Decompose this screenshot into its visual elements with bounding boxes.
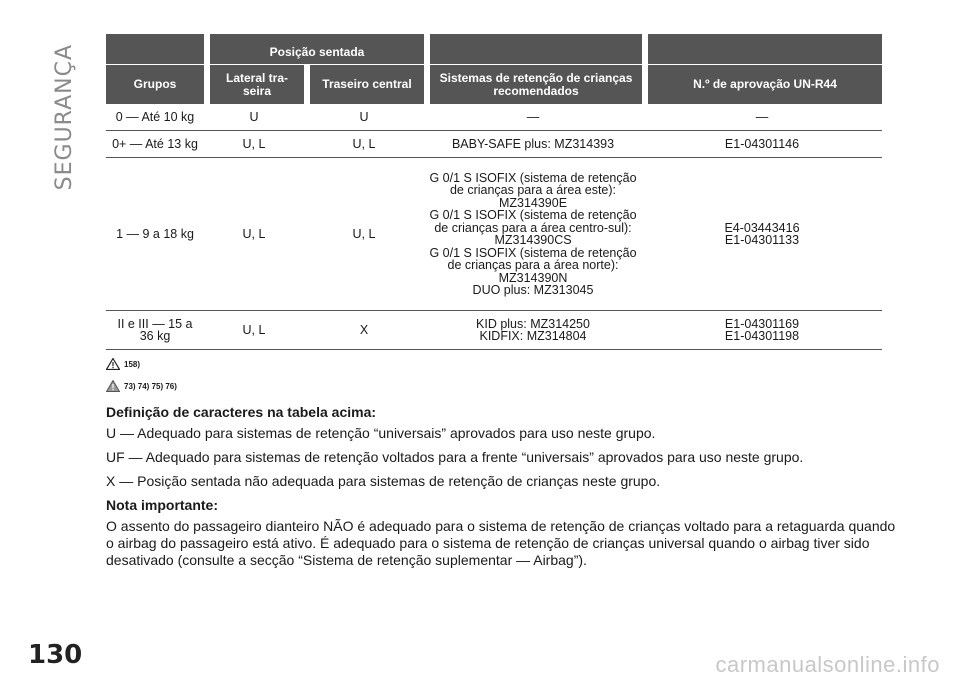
definitions-title: Definição de caracteres na tabela acima: [106, 404, 377, 420]
explanations [106, 404, 906, 576]
systems-cell-line: KID plus: MZ314250 [476, 316, 590, 331]
approval-cell-line: E1-04301133 [724, 233, 800, 247]
group-cell-line: 0 — Até 10 kg [115, 109, 195, 124]
definition-item: UF — Adequado para sistemas de retenção voltados para a frente “universais” aprovados para uso neste grupo. [106, 449, 804, 465]
approval-cell-line: E1-04301198 [724, 329, 800, 343]
important-text: O assento do passageiro dianteiro NÃO é adequado para o sistema de retenção de crianças voltado para a retaguarda quando o airbag do passageiro está ativo. É adequado para o sistema de retenção de crianças universal quando o airbag tiver sido desativado (consulte a secção “Sistema de retenção suplementar — Airbag”). [106, 518, 896, 568]
header-groups: Grupos [106, 64, 204, 104]
approval-cell [642, 311, 882, 349]
header-side-rear: Lateral tra- seira [204, 64, 304, 104]
warning-note [106, 356, 177, 372]
child-seat-table [106, 34, 882, 350]
caution-triangle-icon [106, 380, 120, 392]
group-cell [106, 104, 204, 130]
systems-cell-line: MZ314390N [498, 270, 568, 285]
systems-cell-line: DUO plus: MZ313045 [472, 283, 594, 297]
definition-item: X — Posição sentada não adequada para sistemas de retenção de crianças neste grupo. [106, 473, 661, 489]
definition-item: U — Adequado para sistemas de retenção “universais” aprovados para uso neste grupo. [106, 425, 656, 441]
group-cell-line: 36 kg [139, 329, 171, 343]
systems-cell-line: BABY-SAFE plus: MZ314393 [451, 136, 615, 151]
table-header-row [106, 64, 882, 104]
rear-center-cell: X [359, 322, 369, 337]
approval-cell-line: E1-04301146 [724, 136, 800, 151]
systems-cell-line: G 0/1 S ISOFIX (sistema de retenção [429, 170, 637, 185]
group-cell [106, 158, 204, 310]
group-cell-line: 1 — 9 a 18 kg [116, 226, 194, 241]
approval-cell-line: E4-03443416 [724, 220, 800, 235]
section-side-label: SEGURANÇA [52, 44, 77, 191]
table-row [106, 104, 882, 131]
warning-triangle-icon [106, 358, 120, 370]
rear-center-cell: U, L [352, 226, 376, 241]
header-spacer [642, 34, 882, 64]
header-rear-center: Traseiro central [304, 64, 424, 104]
caution-note [106, 378, 177, 394]
systems-cell-line: de crianças para a área centro-sul): [434, 220, 632, 235]
table-row [106, 131, 882, 158]
approval-cell-line: — [755, 109, 769, 124]
caution-ref: 73) 74) 75) 76) [124, 381, 177, 391]
side-rear-cell: U, L [242, 322, 266, 337]
approval-cell [642, 131, 882, 157]
systems-cell [424, 158, 642, 310]
table-row [106, 311, 882, 350]
warning-notes [106, 356, 177, 400]
header-recommended-systems: Sistemas de retenção de crianças recomendados [424, 64, 642, 104]
table-row [106, 158, 882, 311]
side-rear-cell: U, L [242, 226, 266, 241]
systems-cell-line: MZ314390CS [494, 233, 572, 247]
page-number: 130 [28, 640, 83, 670]
group-cell [106, 311, 204, 349]
header-approval-number: N.º de aprovação UN-R44 [642, 64, 882, 104]
warning-ref: 158) [124, 359, 141, 369]
systems-cell [424, 311, 642, 349]
systems-cell-line: de crianças para a área este): [449, 183, 617, 197]
side-rear-cell: U [249, 109, 259, 124]
systems-cell-line: MZ314390E [498, 195, 568, 210]
systems-cell [424, 131, 642, 157]
seating-position-header: Posição sentada [204, 34, 424, 64]
table-top-header-row [106, 34, 882, 64]
approval-cell-line: E1-04301169 [724, 316, 800, 331]
important-title: Nota importante: [106, 497, 218, 513]
side-rear-cell: U, L [242, 136, 266, 151]
group-cell [106, 131, 204, 157]
watermark: carmanualsonline.info [715, 652, 940, 677]
systems-cell-line: G 0/1 S ISOFIX (sistema de retenção [429, 245, 637, 260]
group-cell-line: II e III — 15 a [117, 316, 193, 331]
approval-cell [642, 104, 882, 130]
header-spacer [424, 34, 642, 64]
systems-cell-line: de crianças para a área norte): [447, 258, 619, 272]
approval-cell [642, 158, 882, 310]
group-cell-line: 0+ — Até 13 kg [112, 136, 198, 151]
header-spacer [106, 34, 204, 64]
systems-cell-line: — [526, 109, 540, 124]
systems-cell-line: G 0/1 S ISOFIX (sistema de retenção [429, 208, 637, 222]
systems-cell-line: KIDFIX: MZ314804 [479, 329, 587, 343]
systems-cell [424, 104, 642, 130]
rear-center-cell: U, L [352, 136, 376, 151]
rear-center-cell: U [359, 109, 369, 124]
